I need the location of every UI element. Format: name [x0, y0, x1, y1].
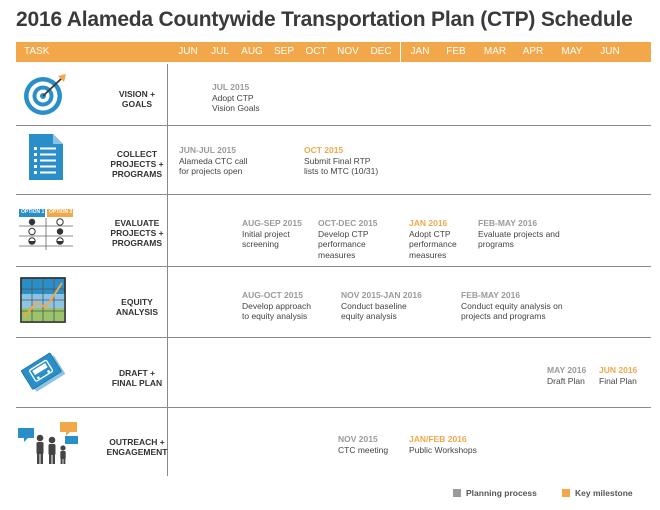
month-label: SEP	[273, 46, 295, 57]
entry-date: FEB-MAY 2016	[478, 218, 538, 228]
option-comparison-icon	[18, 208, 74, 252]
legend-milestone-label: Key milestone	[575, 488, 633, 498]
month-label: AUG	[241, 46, 263, 57]
option-2-label: OPTION 2	[49, 209, 73, 215]
option-1-label: OPTION 1	[21, 209, 45, 215]
page-title: 2016 Alameda Countywide Transportation Plan (CTP) Schedule	[16, 8, 633, 31]
milestone-swatch	[562, 489, 570, 497]
entry-description: Adopt CTP Vision Goals	[212, 92, 260, 113]
entry-date: JUL 2015	[212, 82, 250, 92]
schedule-entry	[547, 365, 586, 386]
task-label: COLLECT PROJECTS + PROGRAMS	[110, 149, 164, 179]
entry-date: OCT-DEC 2015	[318, 218, 378, 228]
entry-description: Develop approach to equity analysis	[242, 300, 311, 321]
entry-date: MAY 2016	[547, 365, 587, 375]
entry-description: CTC meeting	[338, 444, 389, 455]
month-label: OCT	[305, 46, 327, 57]
schedule-entry	[242, 218, 302, 250]
month-label: FEB	[446, 46, 466, 57]
transit-plan-book-icon	[20, 348, 72, 398]
entry-date: JUN 2016	[599, 365, 638, 375]
entry-description: Conduct baseline equity analysis	[341, 300, 407, 321]
month-label: MAY	[561, 46, 583, 57]
entry-description: Adopt CTP performance measures	[409, 228, 457, 260]
schedule-entry	[409, 218, 457, 260]
task-label: DRAFT + FINAL PLAN	[111, 368, 163, 388]
schedule-entry	[338, 434, 388, 455]
timeline-header	[16, 42, 651, 62]
entry-description: Alameda CTC call for projects open	[179, 155, 248, 176]
entry-date: JAN/FEB 2016	[409, 434, 467, 444]
legend-milestone	[562, 488, 633, 498]
schedule-entry	[212, 82, 260, 114]
target-icon	[22, 72, 68, 118]
task-label: OUTREACH + ENGAGEMENT	[106, 437, 168, 457]
task-column-divider	[167, 64, 168, 476]
schedule-entry	[461, 290, 563, 322]
month-label: NOV	[337, 46, 359, 57]
entry-date: OCT 2015	[304, 145, 344, 155]
month-label: JUL	[211, 46, 229, 57]
entry-date: FEB-MAY 2016	[461, 290, 521, 300]
month-label: DEC	[370, 46, 392, 57]
legend-planning-label: Planning process	[466, 488, 537, 498]
equity-map-icon	[20, 277, 66, 323]
schedule-entry	[409, 434, 477, 455]
entry-description: Develop CTP performance measures	[318, 228, 369, 260]
entry-date: NOV 2015-JAN 2016	[341, 290, 422, 300]
entry-date: JUN-JUL 2015	[179, 145, 237, 155]
month-label: APR	[522, 46, 544, 57]
schedule-entry	[599, 365, 637, 386]
legend-planning	[453, 488, 537, 498]
schedule-entry	[341, 290, 422, 322]
entry-date: AUG-SEP 2015	[242, 218, 302, 228]
entry-date: NOV 2015	[338, 434, 378, 444]
task-column-header: TASK	[24, 46, 50, 57]
entry-description: Initial project screening	[242, 228, 290, 249]
month-label: JUN	[178, 46, 198, 57]
entry-date: AUG-OCT 2015	[242, 290, 303, 300]
entry-description: Submit Final RTP lists to MTC (10/31)	[304, 155, 379, 176]
people-speech-icon	[16, 420, 80, 468]
schedule-entry	[179, 145, 248, 177]
entry-description: Conduct equity analysis on projects and programs	[461, 300, 563, 321]
entry-description: Final Plan	[599, 375, 637, 386]
task-label: EQUITY ANALYSIS	[115, 297, 159, 317]
schedule-entry	[304, 145, 378, 177]
checklist-document-icon	[27, 132, 65, 182]
schedule-entry	[318, 218, 378, 260]
month-label: MAR	[483, 46, 507, 57]
entry-description: Draft Plan	[547, 375, 585, 386]
task-label: EVALUATE PROJECTS + PROGRAMS	[110, 218, 164, 248]
month-label: JUN	[600, 46, 620, 57]
month-label: JAN	[410, 46, 430, 57]
schedule-entry	[478, 218, 560, 250]
year-divider	[400, 42, 401, 62]
entry-description: Evaluate projects and programs	[478, 228, 560, 249]
entry-description: Public Workshops	[409, 444, 477, 455]
planning-swatch	[453, 489, 461, 497]
entry-date: JAN 2016	[409, 218, 448, 228]
task-label: VISION + GOALS	[118, 89, 156, 109]
schedule-entry	[242, 290, 311, 322]
